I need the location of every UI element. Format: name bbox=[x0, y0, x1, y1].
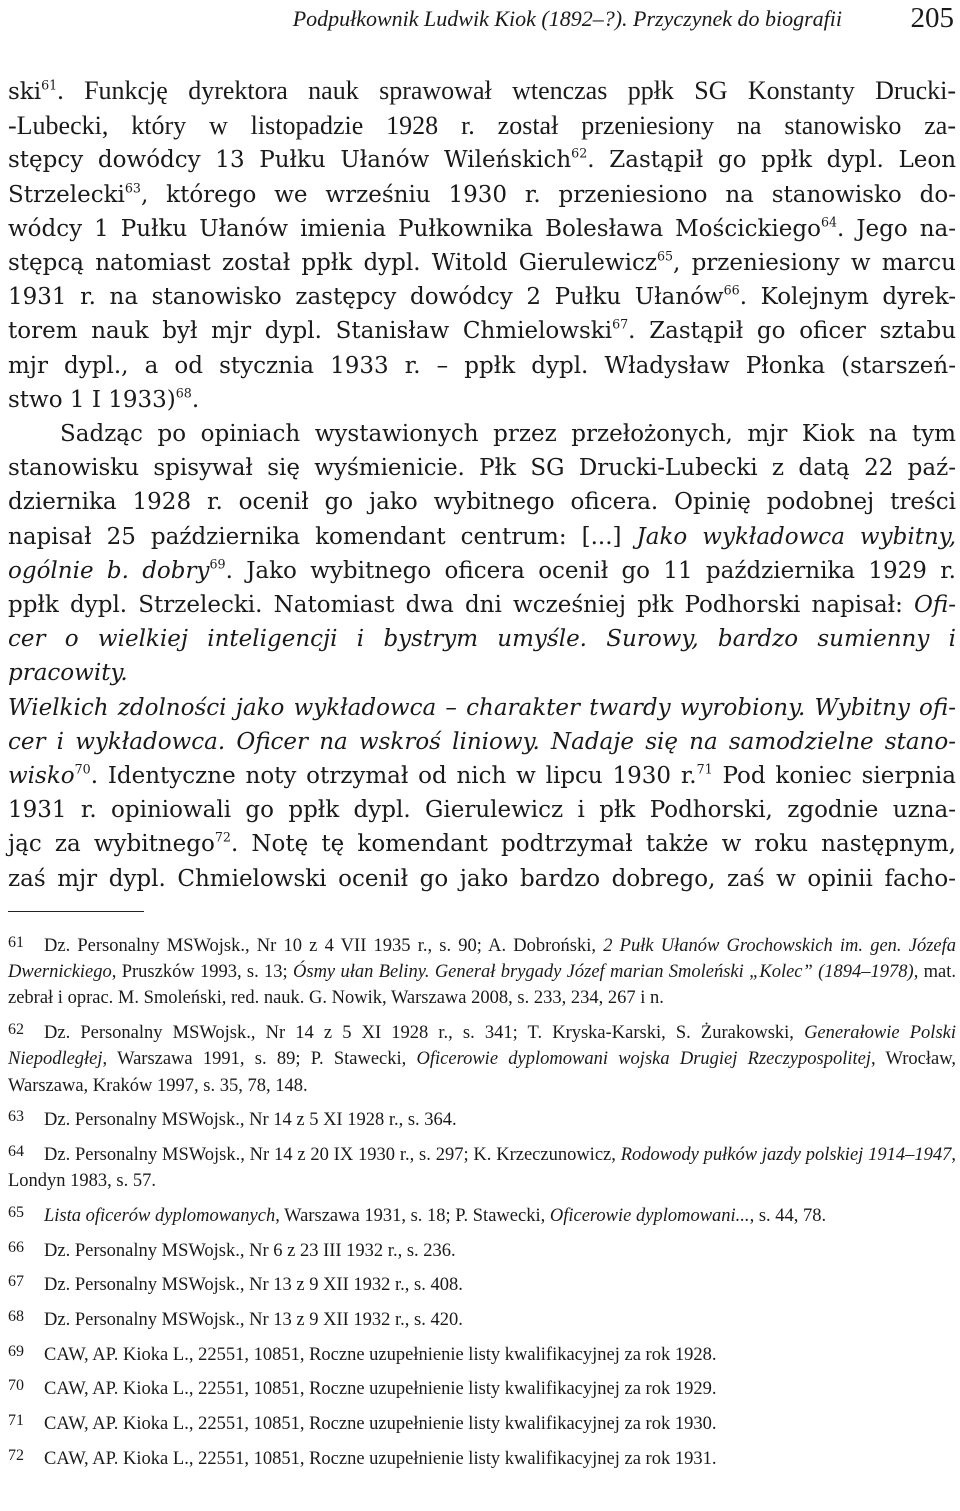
page-header bbox=[0, 2, 960, 42]
footnote-ref[interactable]: 70 bbox=[74, 761, 91, 777]
running-title: Podpułkownik Ludwik Kiok (1892–?). Przyczynek do biografii bbox=[292, 6, 842, 31]
text-line: cer i wykładowca. Oficer na wskroś liniowy. Nadaje się na samodzielne stano- bbox=[8, 728, 956, 755]
text-line: 1931 r. opiniowali go ppłk dypl. Gierulewicz i płk Podhorski, zgodnie uzna- bbox=[8, 797, 956, 824]
text-line: wódcy 1 Pułku Ułanów imienia Pułkownika Bolesława Mościckiego$^{64}$. Jego na- bbox=[8, 214, 956, 242]
footnote-number: 70 bbox=[8, 1377, 24, 1395]
footnote-number: 65 bbox=[8, 1203, 24, 1221]
text-line: mjr dypl., a od stycznia 1933 r. – ppłk dypl. Władysław Płonka (starszeń- bbox=[8, 352, 956, 379]
text-line: zaś mjr dypl. Chmielowski ocenił go jako bardzo dobrego, zaś w opinii facho- bbox=[8, 865, 956, 892]
footnote-62: 62 Dz. Personalny MSWojsk., Nr 14 z 5 XI 1928 r., s. 341; T. Kryska-Karski, S. Żurakowski, Generałowie Polski Niepodległej, Warszawa 1991, s. 89; P. Stawecki, Oficerowie dyplomowani wojska Drugiej Rzeczypospolitej, Wrocław, Warszawa, Kraków 1997, s. 35, 78, 148. bbox=[8, 1017, 956, 1099]
text-line: stępcą natomiast został ppłk dypl. Witold Gierulewicz$^{65}$, przeniesiony w marcu bbox=[8, 248, 956, 277]
text-line: ppłk dypl. Strzelecki. Natomiast dwa dni wcześniej płk Podhorski napisał: Ofi- bbox=[8, 592, 956, 619]
footnote-ref[interactable]: 69 bbox=[209, 556, 226, 572]
footnote-separator bbox=[8, 911, 144, 912]
footnote-61: 61 Dz. Personalny MSWojsk., Nr 10 z 4 VII 1935 r., s. 90; A. Dobroński, 2 Pułk Ułanów Grochowskich im. gen. Józefa Dwernickiego, Pruszków 1993, s. 13; Ósmy ułan Beliny. Generał brygady Józef marian Smoleński „Kolec” (1894–1978), mat. zebrał i oprac. M. Smoleński, red. nauk. G. Nowik, Warszawa 2008, s. 233, 234, 267 i n. bbox=[8, 930, 956, 1012]
footnote-ref[interactable]: 63 bbox=[124, 180, 141, 196]
footnote-number: 72 bbox=[8, 1446, 24, 1464]
text-line: dziernika 1928 r. ocenił go jako wybitnego oficera. Opinię podobnej treści bbox=[8, 489, 956, 516]
body-text bbox=[8, 74, 956, 896]
footnote-ref[interactable]: 62 bbox=[571, 145, 588, 161]
text-line: stępcy dowódcy 13 Pułku Ułanów Wileńskich$^{62}$. Zastąpił go ppłk dypl. Leon bbox=[8, 145, 957, 174]
footnote-65: 65 Lista oficerów dyplomowanych, Warszawa 1931, s. 18; P. Stawecki, Oficerowie dyplomowani..., s. 44, 78. bbox=[8, 1200, 956, 1229]
text-line: wisko$^{70}$. Identyczne noty otrzymał od nich w lipcu 1930 r.$^{71}$ Pod koniec sierpnia bbox=[8, 761, 956, 790]
footnote-63: 63 Dz. Personalny MSWojsk., Nr 14 z 5 XI 1928 r., s. 364. bbox=[8, 1104, 956, 1133]
text-line: Sadząc po opiniach wystawionych przez przełożonych, mjr Kiok na tym bbox=[60, 421, 956, 448]
footnote-69: 69 CAW, AP. Kioka L., 22551, 10851, Roczne uzupełnienie listy kwalifikacyjnej za rok 1928. bbox=[8, 1339, 956, 1368]
footnote-number: 68 bbox=[8, 1307, 24, 1325]
footnote-ref[interactable]: 68 bbox=[175, 385, 192, 401]
footnote-number: 71 bbox=[8, 1412, 24, 1430]
footnote-72: 72 CAW, AP. Kioka L., 22551, 10851, Roczne uzupełnienie listy kwalifikacyjnej za rok 1931. bbox=[8, 1443, 956, 1472]
footnote-number: 67 bbox=[8, 1273, 24, 1291]
footnote-number: 62 bbox=[8, 1021, 24, 1039]
footnote-71: 71 CAW, AP. Kioka L., 22551, 10851, Roczne uzupełnienie listy kwalifikacyjnej za rok 1930. bbox=[8, 1408, 956, 1437]
footnote-ref[interactable]: 72 bbox=[214, 829, 231, 845]
text-line: torem nauk był mjr dypl. Stanisław Chmielowski$^{67}$. Zastąpił go oficer sztabu bbox=[8, 316, 957, 345]
footnote-number: 61 bbox=[8, 934, 24, 951]
footnote-66: 66 Dz. Personalny MSWojsk., Nr 6 z 23 III 1932 r., s. 236. bbox=[8, 1235, 956, 1264]
text-line: cer o wielkiej inteligencji i bystrym umyśle. Surowy, bardzo sumienny i pracowity. bbox=[8, 626, 956, 687]
text-line: jąc za wybitnego$^{72}$. Notę tę komendant podtrzymał także w roku następnym, bbox=[8, 829, 956, 858]
footnote-68: 68 Dz. Personalny MSWojsk., Nr 13 z 9 XII 1932 r., s. 420. bbox=[8, 1304, 956, 1333]
footnote-ref[interactable]: 71 bbox=[696, 761, 713, 777]
footnote-number: 69 bbox=[8, 1342, 24, 1360]
footnote-ref[interactable]: 64 bbox=[820, 214, 838, 230]
footnote-number: 64 bbox=[8, 1142, 24, 1160]
footnote-number: 66 bbox=[8, 1238, 24, 1256]
text-line: -Lubecki, który w listopadzie 1928 r. został przeniesiony na stanowisko za- bbox=[8, 111, 956, 141]
paragraph-1 bbox=[8, 74, 956, 417]
text-line: 1931 r. na stanowisko zastępcy dowódcy 2 Pułku Ułanów$^{66}$. Kolejnym dyrek- bbox=[8, 282, 956, 311]
text-line: Wielkich zdolności jako wykładowca – charakter twardy wyrobiony. Wybitny ofi- bbox=[8, 694, 956, 721]
footnotes bbox=[8, 930, 956, 1477]
footnote-number: 63 bbox=[8, 1108, 24, 1126]
text-line: napisał 25 października komendant centrum: [...] Jako wykładowca wybitny, bbox=[8, 523, 956, 550]
paragraph-2 bbox=[8, 417, 956, 896]
footnote-ref[interactable]: 67 bbox=[612, 316, 629, 332]
footnote-67: 67 Dz. Personalny MSWojsk., Nr 13 z 9 XII 1932 r., s. 408. bbox=[8, 1269, 956, 1298]
footnote-ref[interactable]: 66 bbox=[723, 282, 740, 298]
footnote-64: 64 Dz. Personalny MSWojsk., Nr 14 z 20 IX 1930 r., s. 297; K. Krzeczunowicz, Rodowody pułków jazdy polskiej 1914–1947, Londyn 1983, s. 57. bbox=[8, 1139, 956, 1194]
text-line: ski$^{61}$. Funkcję dyrektora nauk sprawował wtenczas ppłk SG Konstanty Drucki- bbox=[8, 76, 956, 105]
text-line: stwo 1 I 1933)$^{68}$. bbox=[8, 385, 200, 413]
text-line: ogólnie b. dobry$^{69}$. Jako wybitnego oficera ocenił go 11 października 1929 r. bbox=[8, 556, 956, 584]
text-line: stanowisku spisywał się wyśmienicie. Płk SG Drucki-Lubecki z datą 22 paź- bbox=[8, 455, 956, 482]
footnote-70: 70 CAW, AP. Kioka L., 22551, 10851, Roczne uzupełnienie listy kwalifikacyjnej za rok 1929. bbox=[8, 1373, 956, 1402]
page-number: 205 bbox=[910, 2, 954, 34]
footnote-ref[interactable]: 65 bbox=[656, 248, 674, 264]
text-line: Strzelecki$^{63}$, którego we wrześniu 1930 r. przeniesiono na stanowisko do- bbox=[8, 180, 956, 208]
footnote-ref[interactable]: 61 bbox=[41, 77, 58, 93]
